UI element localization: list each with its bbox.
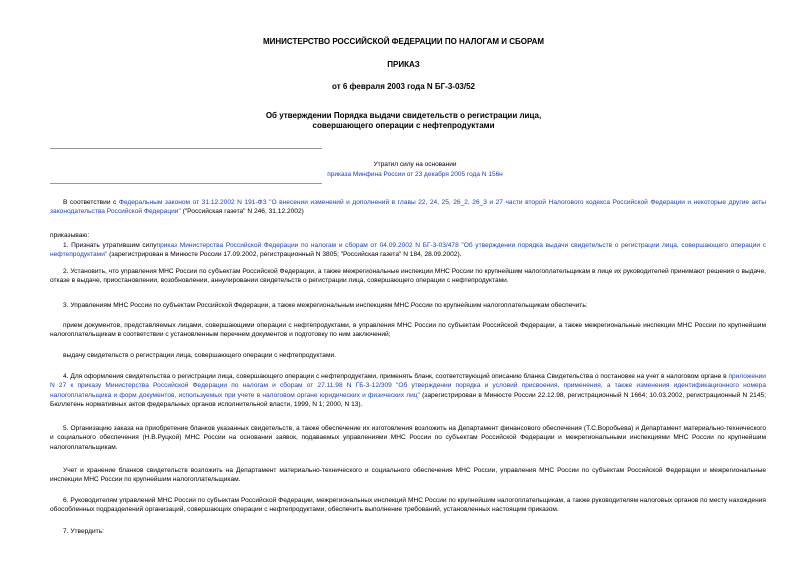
document-date-number: от 6 февраля 2003 года N БГ-3-03/52: [332, 82, 475, 91]
item-1-text-start: 1. Признать утратившим силу: [63, 242, 157, 249]
ministry-heading: МИНИСТЕРСТВО РОССИЙСКОЙ ФЕДЕРАЦИИ ПО НАЛОГАМ И СБОРАМ: [262, 37, 545, 46]
item-2-paragraph: 2. Установить, что управления МНС России по субъектам Российской Федерации, а также межрегиональные инспекции МНС России по крупнейшим налогоплательщикам в лице их руководителей принимают решения о выдаче, отказе в выдаче, приостановлении, возобновлении, аннулировании свидетельств о регистрации лица, совершающего операции с нефтепродуктами.: [50, 268, 766, 285]
item-6-paragraph: 6. Руководителям управлений МНС России по субъектам Российской Федерации, межрегиональных инспекций МНС России по крупнейшим налогоплательщикам, а также руководителям налоговых органов по месту нахождения обособленных подразделений организаций, совершающих операции с нефтепродуктами, обеспечить выполнение требований, установленных настоящим приказом.: [50, 497, 766, 514]
document-type: ПРИКАЗ: [387, 60, 420, 69]
item-3-paragraph: 3. Управлениям МНС России по субъектам Российской Федерации, а также межрегиональным инспекциям МНС России по крупнейшим налогоплательщикам обеспечить:: [63, 302, 588, 309]
preamble-text-end: ("Российская газета" N 246, 31.12.2002): [180, 208, 304, 216]
order-478-link[interactable]: приказ Министерства Российской Федерации по налогам и сборам от 04.09.2002 N БГ-3-03/478 "Об утверждении порядка выдачи свидетельств о регистрации лица, совершающего операции с нефтепродуктами": [50, 242, 766, 259]
document-title-line-2: совершающего операции с нефтепродуктами: [312, 121, 495, 130]
item-4-paragraph: [50, 372, 766, 410]
preamble-paragraph: [50, 198, 766, 217]
preamble-text-start: В соответствии с: [63, 199, 119, 206]
appendix-27-link[interactable]: приложении N 27 к приказу Министерства Российской Федерации по налогам и сборам от 27.11.98 N ГБ-3-12/309 "Об утверждении порядка и условий присвоения, применения, а также изменения идентификационного номера налогоплательщика и форм документов, используемых при учете в налоговом органе юридических и физических лиц": [50, 373, 766, 399]
item-1-paragraph: [50, 241, 766, 260]
item-4-text-end: (зарегистрирован в Минюсте России 22.12.98, регистрационный N 1664; 10.03.2002, регистрационный N 2145; Бюллетень нормативных актов федеральных органов исполнительной власти, 1999, N 1; 2000, N 13).: [50, 391, 767, 409]
status-note-link-wrap: [300, 170, 530, 179]
item-1-text-end: (зарегистрирован в Минюсте России 17.09.2002, регистрационный N 3805; "Российская газета" N 184, 28.09.2002).: [107, 251, 462, 259]
status-note-text: Утратил силу на основании: [373, 161, 457, 168]
item-5a-paragraph: Учет и хранение бланков свидетельств возложить на Департамент материально-технического и социального обеспечения МНС России, управления МНС России по субъектам Российской Федерации и межрегиональные инспекции МНС России по крупнейшим налогоплательщикам.: [50, 467, 766, 484]
item-5-paragraph: 5. Организацию заказа на приобретение бланков указанных свидетельств, а также обеспечение их изготовления возложить на Департамент финансового обеспечения (Т.С.Воробьева) и Департамент материально-технического и социального обеспечения (Н.В.Руцкой) МНС России на основании заявок, подаваемых управлениями МНС России по субъектам Российской Федерации и межрегиональными инспекциями МНС России по крупнейшим налогоплательщикам.: [50, 425, 766, 451]
status-note-link[interactable]: приказа Минфина России от 23 декабря 2005 года N 156н: [327, 171, 503, 178]
divider-bottom: [50, 183, 322, 184]
federal-law-link[interactable]: Федеральным законом от 31.12.2002 N 191-ФЗ "О внесении изменений и дополнений в главы 22, 24, 25, 26_2, 26_3 и 27 части второй Налогового кодекса Российской Федерации и некоторые другие акты законодательства Российской Федерации": [50, 199, 766, 216]
divider-top: [50, 148, 322, 149]
document-title-line-1: Об утверждении Порядка выдачи свидетельств о регистрации лица,: [265, 111, 542, 120]
item-4-text-start: 4. Для оформления свидетельства о регистрации лица, совершающего операции с нефтепродуктами, применять бланк, соответствующий описанию бланка Свидетельства о постановке на учет в налоговом органе в: [63, 373, 729, 380]
order-word: приказываю:: [50, 232, 90, 239]
item-7-paragraph: 7. Утвердить:: [63, 528, 104, 535]
item-3b-paragraph: выдачу свидетельств о регистрации лица, совершающего операции с нефтепродуктами.: [63, 352, 337, 359]
item-3a-paragraph: прием документов, представляемых лицами, совершающими операции с нефтепродуктами, в управления МНС России по субъектам Российской Федерации, а также межрегиональные инспекции МНС России по крупнейшим налогоплательщикам в соответствии с установленным перечнем документов и подготовку по ним заключений;: [50, 322, 766, 339]
